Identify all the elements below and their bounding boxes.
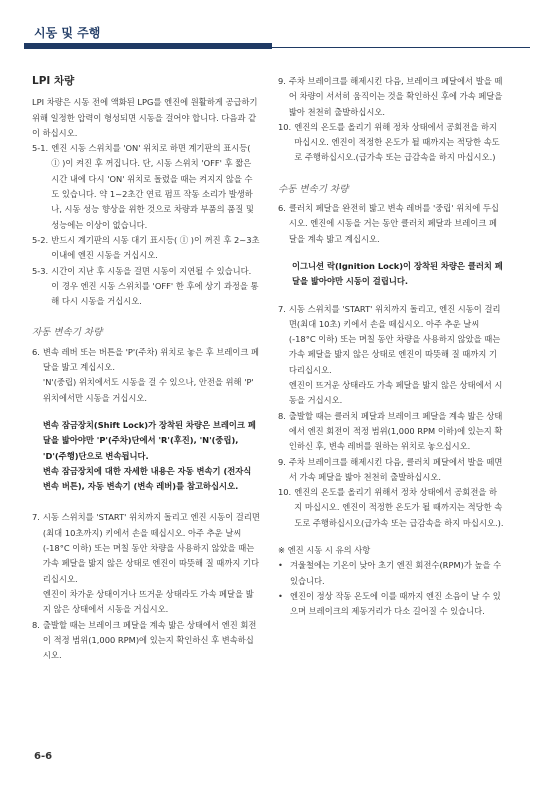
section-header-title: 시동 및 주행 bbox=[34, 26, 101, 40]
lpi-step-5-3 bbox=[32, 264, 260, 310]
right-column bbox=[278, 74, 504, 620]
caution-item bbox=[278, 589, 504, 620]
item-text: 주차 브레이크를 해제시킨 다음, 브레이크 페달에서 발을 떼어 차량이 서서히 움직이는 것을 확인하신 후에 가속 페달을 밟아 천천히 출발하십시오. bbox=[288, 76, 503, 117]
item-text: 클러치 페달을 완전히 밟고 변속 레버를 '중립' 위치에 두십시오. 엔진에 시동을 거는 동안 클러치 페달과 브레이크 페달을 계속 밟고 계십시오. bbox=[288, 203, 499, 244]
lpi-intro: LPI 차량은 시동 전에 액화된 LPG를 엔진에 원활하게 공급하기 위해 일정한 압력이 형성되면 시동을 걸어야 합니다. 다음과 같이 하십시오. bbox=[32, 97, 258, 138]
auto-item-9 bbox=[278, 74, 504, 120]
item-text: 시동 스위치를 'START' 위치까지 돌리고 엔진 시동이 걸리면 (최대 10초까지) 키에서 손을 떼십시오. 아주 추운 날씨(-18°C 이하) 또는 며칠 동안 차량을 사용하지 않았을 때는 가속 페달을 밟지 않은 상태로 엔진이 따뜻해 질 때까지 기다리십시오. bbox=[42, 512, 260, 584]
caution-title: ※ 엔진 시동 시 유의 사항 bbox=[278, 545, 371, 556]
item-number: 9. bbox=[278, 456, 286, 467]
item-text-note: 엔진이 차가운 상태이거나 뜨거운 상태라도 가속 페달을 밟지 않은 상태에서 시동을 거십시오. bbox=[42, 588, 254, 615]
auto-section-title: 자동 변속기 차량 bbox=[32, 327, 103, 339]
manual-item-10 bbox=[278, 485, 504, 531]
ignition-lock-note: 이그니션 락(Ignition Lock)이 장착된 차량은 클러치 페달을 밟아야만 시동이 걸립니다. bbox=[292, 260, 503, 287]
bullet-icon: • bbox=[278, 560, 283, 571]
item-number: 8. bbox=[278, 410, 286, 421]
item-number: 8. bbox=[32, 619, 40, 630]
step-text: 엔진 시동 스위치를 'ON' 위치로 하면 계기판의 표시등( ⓛ )이 켜진 후 꺼집니다. 단, 시동 스위치 'OFF' 후 짧은 시간 내에 다시 'ON' 위치로 돌렸을 때는 켜지지 않을 수도 있습니다. 약 1~2초간 연료 펌프 작동 소리가 발생하나, 시동 성능 향상을 위한 것으로 차량과 부품의 품질 및 성능에는 이상이 없습니다. bbox=[51, 143, 254, 230]
item-text: 시동 스위치를 'START' 위치까지 돌리고, 엔진 시동이 걸리면(최대 10초) 키에서 손을 떼십시오. 아주 추운 날씨(-18°C 이하) 또는 며칠 동안 차량을 사용하지 않았을 때는 가속 페달을 밟지 않은 상태로 엔진이 따뜻해 질 때까지 기다리십시오. bbox=[288, 303, 501, 375]
caution-item bbox=[278, 558, 504, 589]
header-rule-thin bbox=[272, 47, 530, 48]
caution-text: 엔진이 정상 작동 온도에 이를 때까지 엔진 소음이 날 수 있으며 브레이크의 제동거리가 다소 길어질 수 있습니다. bbox=[290, 590, 501, 617]
manual-item-6 bbox=[278, 201, 504, 247]
item-text-note: 엔진이 뜨거운 상태라도 가속 페달을 밟지 않은 상태에서 시동을 거십시오. bbox=[288, 380, 503, 406]
item-text: 출발할 때는 클러치 페달과 브레이크 페달을 계속 밟은 상태에서 엔진 회전이 적정 범위(1,000 RPM 이하)에 있는지 확인하신 후, 변속 레버를 원하는 위치로 놓으십시오. bbox=[288, 410, 503, 452]
item-text-note: 'N'(중립) 위치에서도 시동을 걸 수 있으나, 안전을 위해 'P' 위치에서만 시동을 거십시오. bbox=[42, 377, 254, 403]
manual-item-8 bbox=[278, 409, 504, 455]
step-number: 5-2. bbox=[32, 234, 49, 245]
step-number: 5-1. bbox=[32, 143, 49, 154]
item-number: 6. bbox=[32, 346, 40, 357]
header-rule-thick bbox=[24, 43, 272, 49]
item-text: 엔진의 온도를 올리기 위해서 정차 상태에서 공회전을 하지 마십시오. 엔진이 적정한 온도가 될 때까지는 적당한 속도로 주행하십시오(급가속 또는 급감속을 하지 마십시오.). bbox=[294, 487, 504, 528]
item-text: 엔진의 온도를 올리기 위해 정차 상태에서 공회전을 하지 마십시오. 엔진이 적정한 온도가 될 때까지는 적당한 속도로 주행하십시오.(급가속 또는 급감속을 하지 마십시오.) bbox=[294, 121, 500, 163]
item-number: 10. bbox=[278, 487, 292, 498]
lpi-step-5-2 bbox=[32, 233, 260, 264]
step-number: 5-3. bbox=[32, 265, 49, 276]
step-text: 시간이 지난 후 시동을 걸면 시동이 지연될 수 있습니다. 이 경우 엔진 시동 스위치를 'OFF' 한 후에 상기 과정을 통해 다시 시동을 거십시오. bbox=[51, 265, 259, 307]
step-text: 반드시 계기판의 시동 대기 표시등( ⓛ )이 꺼진 후 2~3초 이내에 엔진 시동을 거십시오. bbox=[51, 234, 260, 261]
item-number: 7. bbox=[32, 512, 40, 523]
left-column bbox=[32, 74, 260, 663]
manual-item-9 bbox=[278, 455, 504, 486]
manual-item-7 bbox=[278, 302, 504, 409]
page-number: 6-6 bbox=[34, 751, 53, 762]
lpi-step-5-1 bbox=[32, 141, 260, 233]
item-number: 10. bbox=[278, 121, 292, 132]
auto-item-6 bbox=[32, 345, 260, 495]
item-number: 6. bbox=[278, 203, 286, 214]
auto-item-7 bbox=[32, 510, 260, 617]
shift-lock-reference: 변속 잠금장치에 대한 자세한 내용은 자동 변속기 (전자식 변속 버튼), 자동 변속기 (변속 레버)를 참고하십시오. bbox=[42, 465, 252, 492]
lpi-section-title: LPI 차량 bbox=[32, 75, 75, 87]
auto-item-10 bbox=[278, 120, 504, 166]
item-text: 출발할 때는 브레이크 페달을 계속 밟은 상태에서 엔진 회전이 적정 범위(1,000 RPM)에 있는지 확인하신 후 변속하십시오. bbox=[42, 619, 257, 661]
caution-text: 겨울철에는 기온이 낮아 초기 엔진 회전수(RPM)가 높을 수 있습니다. bbox=[290, 560, 502, 586]
item-text: 주차 브레이크를 해제시킨 다음, 클러치 페달에서 발을 떼면서 가속 페달을 밟아 천천히 출발하십시오. bbox=[288, 456, 503, 482]
item-number: 9. bbox=[278, 76, 286, 86]
bullet-icon: • bbox=[278, 590, 283, 601]
auto-item-8 bbox=[32, 618, 260, 664]
shift-lock-note: 변속 잠금장치(Shift Lock)가 장착된 차량은 브레이크 페달을 밟아야만 'P'(주차)단에서 'R'(후진), 'N'(중립), 'D'(주행)단으로 변속됩니다. bbox=[42, 419, 256, 461]
item-number: 7. bbox=[278, 303, 286, 314]
item-text: 변속 레버 또는 버튼을 'P'(주차) 위치로 놓은 후 브레이크 페달을 밟고 계십시오. bbox=[42, 346, 260, 373]
manual-section-title: 수동 변속기 차량 bbox=[278, 183, 349, 195]
